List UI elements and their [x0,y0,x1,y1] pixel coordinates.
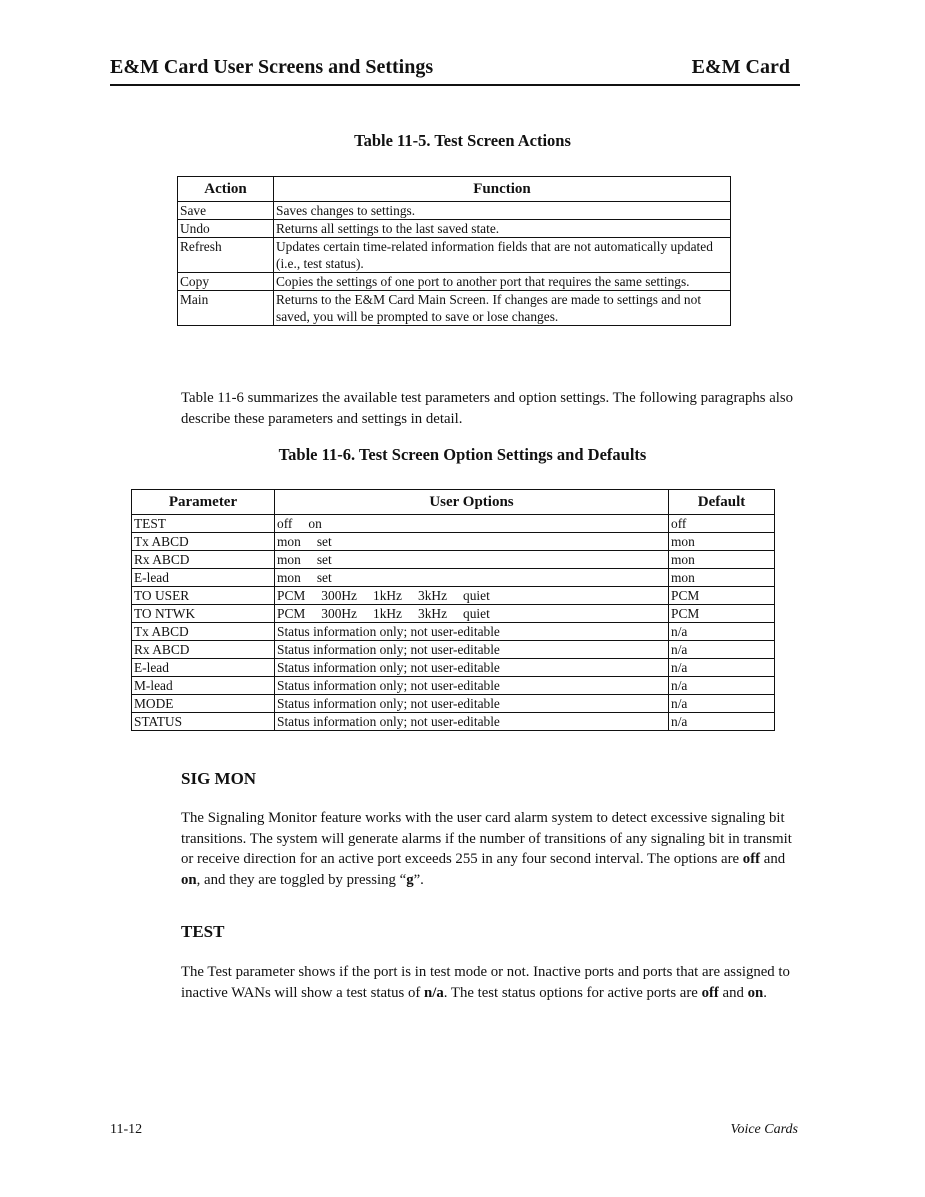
options-cell [275,695,669,713]
option-value: 300Hz [321,606,357,621]
column-header: Function [274,177,731,202]
options-cell [275,605,669,623]
option-value: set [316,570,332,585]
parameter-cell: M-lead [132,677,275,695]
option-value: Status information only; not user-editable [277,696,500,711]
default-cell: n/a [669,713,775,731]
options-cell [275,569,669,587]
default-cell: PCM [669,605,775,623]
options-cell [275,551,669,569]
table-row [132,623,775,641]
default-cell: mon [669,551,775,569]
options-cell [275,677,669,695]
option-value: Status information only; not user-editable [277,714,500,729]
options-cell [275,623,669,641]
action-cell: Save [178,202,274,220]
function-cell: Returns to the E&M Card Main Screen. If changes are made to settings and not saved, you will be prompted to save or lose changes. [274,291,731,326]
action-cell: Undo [178,220,274,238]
function-cell: Copies the settings of one port to another port that requires the same settings. [274,273,731,291]
parameter-cell: TO USER [132,587,275,605]
option-value: 300Hz [321,588,357,603]
option-value: quiet [463,606,490,621]
table-row [132,605,775,623]
action-cell: Main [178,291,274,326]
action-cell: Refresh [178,238,274,273]
option-value: mon [277,552,301,567]
parameter-cell: STATUS [132,713,275,731]
table-11-5-caption: Table 11-5. Test Screen Actions [354,131,571,150]
table-row [132,533,775,551]
test-screen-actions-table [177,176,731,326]
parameter-cell: TEST [132,515,275,533]
column-header: Parameter [132,490,275,515]
parameter-cell: TO NTWK [132,605,275,623]
table-header-row [132,490,775,515]
default-cell: mon [669,569,775,587]
table-row [132,587,775,605]
parameter-cell: Rx ABCD [132,641,275,659]
table-row [178,202,731,220]
parameter-cell: MODE [132,695,275,713]
parameter-cell: E-lead [132,569,275,587]
table-row [132,551,775,569]
parameter-cell: Tx ABCD [132,533,275,551]
table-row [178,220,731,238]
options-cell [275,641,669,659]
table-row [132,641,775,659]
default-cell: PCM [669,587,775,605]
column-header: Default [669,490,775,515]
option-value: PCM [277,588,306,603]
default-cell: n/a [669,677,775,695]
option-value: off [277,516,293,531]
footer-section: Voice Cards [730,1122,798,1137]
parameter-cell: Tx ABCD [132,623,275,641]
intro-paragraph: Table 11-6 summarizes the available test parameters and option settings. The following paragraphs also describe these parameters and settings in detail. [181,390,794,427]
options-cell [275,713,669,731]
options-cell [275,533,669,551]
page-header [110,56,800,86]
action-cell: Copy [178,273,274,291]
header-chapter: E&M Card [691,56,790,78]
table-header-row [178,177,731,202]
options-cell [275,587,669,605]
sig-mon-heading: SIG MON [181,769,257,788]
option-value: 1kHz [373,588,403,603]
default-cell: n/a [669,641,775,659]
parameter-cell: Rx ABCD [132,551,275,569]
table-row [132,515,775,533]
option-value: mon [277,534,301,549]
column-header: User Options [275,490,669,515]
default-cell: n/a [669,659,775,677]
table-row [132,713,775,731]
test-screen-options-table [131,489,775,731]
function-cell: Updates certain time-related information fields that are not automatically updated (i.e., test status). [274,238,731,273]
table-row [178,273,731,291]
test-heading: TEST [181,922,225,941]
default-cell: n/a [669,695,775,713]
option-value: Status information only; not user-editable [277,678,500,693]
table-11-6-caption: Table 11-6. Test Screen Option Settings and Defaults [278,445,647,464]
parameter-cell: E-lead [132,659,275,677]
option-value: PCM [277,606,306,621]
default-cell: n/a [669,623,775,641]
option-value: mon [277,570,301,585]
option-value: 3kHz [418,606,448,621]
default-cell: mon [669,533,775,551]
header-title: E&M Card User Screens and Settings [110,56,434,78]
table-row [132,677,775,695]
options-cell [275,515,669,533]
sig-mon-paragraph: The Signaling Monitor feature works with the user card alarm system to detect excessive signaling bit transitions. The system will generate alarms if the number of transitions of any signaling bit in transmit or receive direction for an active port exceeds 255 in any four second interval. The options are off and on, and they are toggled by pressing “g”. [181,810,792,888]
table-row [132,695,775,713]
option-value: Status information only; not user-editable [277,642,500,657]
option-value: set [316,552,332,567]
option-value: Status information only; not user-editable [277,624,500,639]
column-header: Action [178,177,274,202]
option-value: Status information only; not user-editable [277,660,500,675]
function-cell: Saves changes to settings. [274,202,731,220]
test-paragraph: The Test parameter shows if the port is in test mode or not. Inactive ports and ports that are assigned to inactive WANs will show a test status of n/a. The test status options for active ports are off and on. [181,964,790,1001]
page-number: 11-12 [110,1122,143,1137]
default-cell: off [669,515,775,533]
table-row [132,569,775,587]
function-cell: Returns all settings to the last saved state. [274,220,731,238]
table-row [178,291,731,326]
table-row [132,659,775,677]
options-cell [275,659,669,677]
option-value: quiet [463,588,490,603]
option-value: set [316,534,332,549]
option-value: on [308,516,322,531]
option-value: 1kHz [373,606,403,621]
table-row [178,238,731,273]
option-value: 3kHz [418,588,448,603]
